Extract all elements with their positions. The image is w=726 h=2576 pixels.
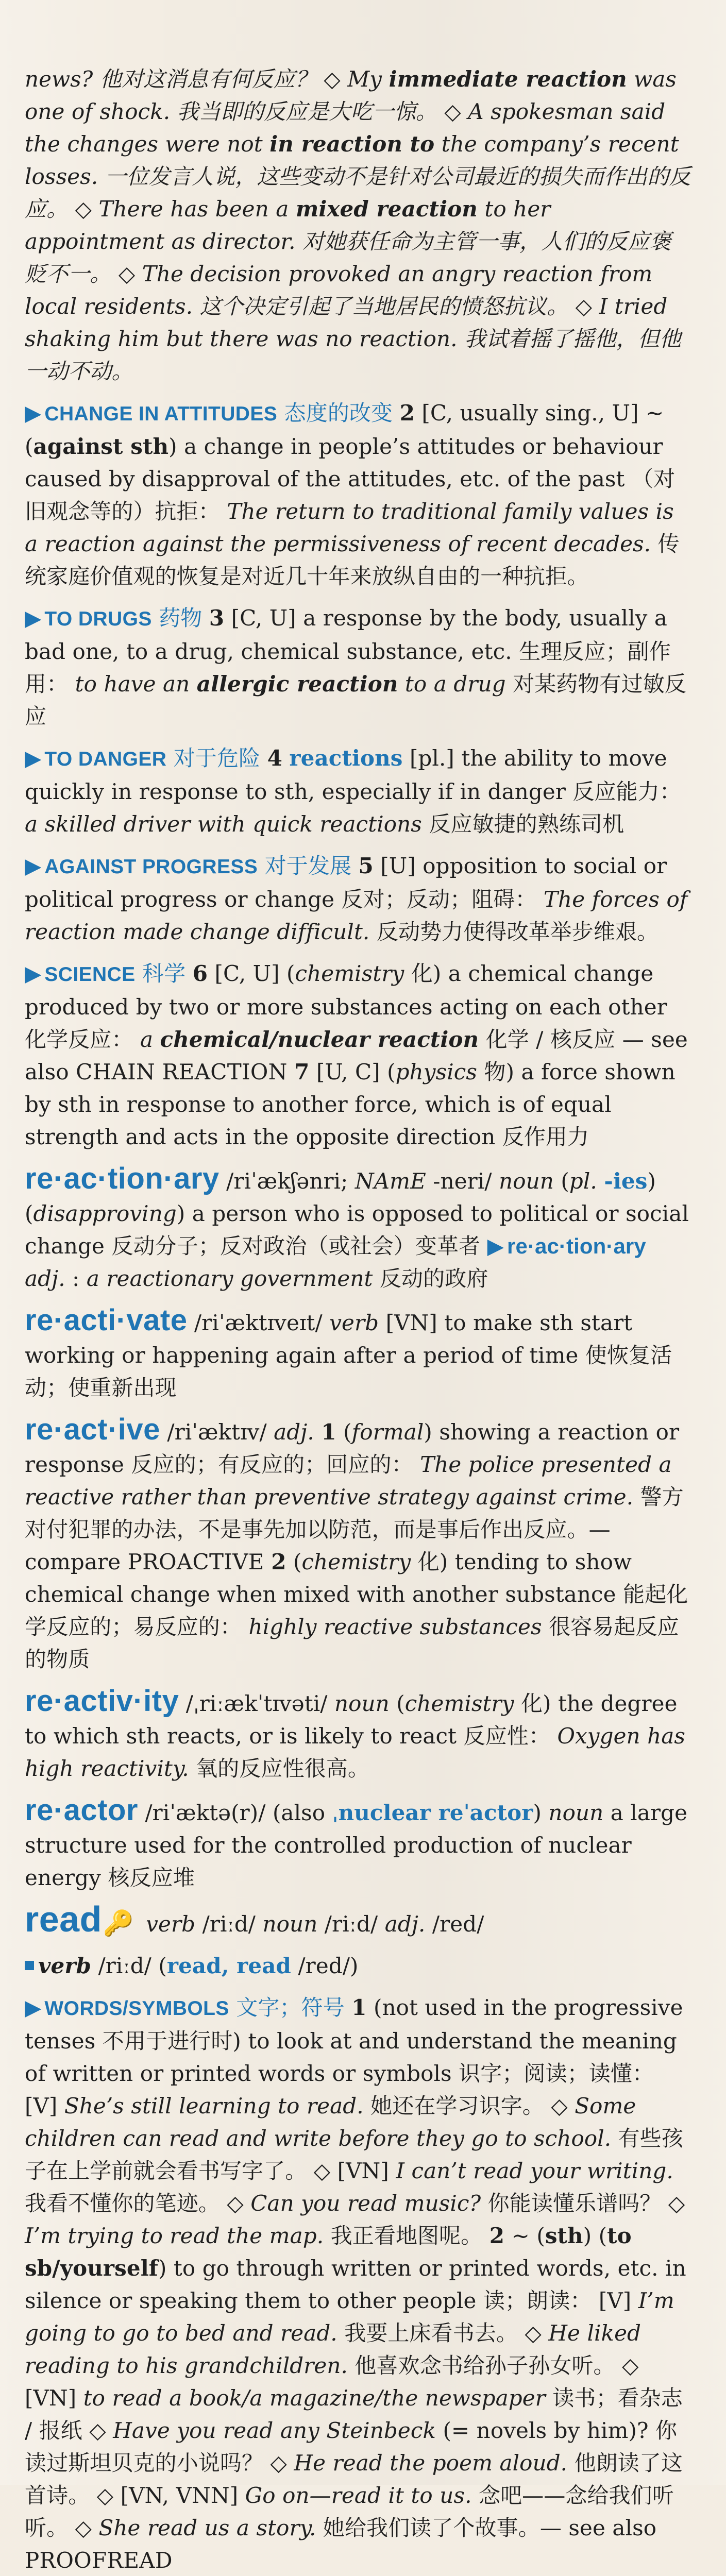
text-segment: immediate reaction (389, 66, 627, 92)
headword: re·actor (25, 1793, 138, 1827)
text-segment: 物) a force shown by sth in response to another force, which is of equal strength and acts in the opposite direction 反作用力 (25, 1059, 676, 1149)
text-segment: 反应敏捷的熟练司机 (421, 811, 624, 837)
entry-reactionary (25, 1162, 691, 1295)
text-segment: adj. (384, 1911, 426, 1937)
text-segment: 反动的政府 (373, 1266, 488, 1291)
entry-science (25, 957, 691, 1153)
entry-against-progress (25, 850, 691, 948)
text-segment: /red/) (291, 1953, 359, 1978)
sense-label: AGAINST PROGRESS (44, 856, 258, 878)
text-segment: 1 (351, 1995, 367, 2020)
sense-label-chinese: 对于危险 (166, 745, 267, 771)
text-segment: a reactionary government (86, 1266, 373, 1291)
text-segment: [C, usually sing., U] ~ ( (25, 400, 664, 459)
headword: re·ac·tion·ary (25, 1162, 220, 1195)
text-segment: Have you read any Steinbeck (113, 2418, 436, 2443)
sense-label-chinese: 文字；符号 (229, 1995, 352, 2020)
text-segment: 1 (321, 1419, 336, 1445)
text-segment: to sb/yourself (25, 2223, 632, 2281)
text-segment: verb (146, 1911, 196, 1937)
entry-reactivity (25, 1685, 691, 1785)
text-segment: noun (262, 1911, 318, 1937)
sense-label: WORDS/SYMBOLS (44, 1997, 229, 2020)
text-segment: /riˈæktə(r)/ (also (138, 1800, 332, 1825)
text-segment: a skilled driver with quick reactions (25, 811, 422, 837)
text-segment: PROOFREAD (25, 2548, 173, 2573)
entry-reactivate (25, 1304, 691, 1404)
text-segment: 我看不懂你的笔迹。 ◇ (25, 2191, 251, 2216)
entry-read-verb-forms (25, 1950, 691, 1982)
key-icon: 🔑 (103, 1909, 134, 1938)
dictionary-content (25, 63, 691, 2576)
sense-arrow-icon: ▶ (25, 400, 42, 426)
text-segment: ( (336, 1419, 352, 1445)
text-segment: ~ ( (504, 2223, 545, 2248)
text-segment: /riˈæktɪv/ (160, 1419, 274, 1445)
headword: re·act·ive (25, 1413, 160, 1446)
text-segment: PROACTIVE (127, 1549, 264, 1574)
text-segment: in reaction to (269, 131, 435, 157)
text-segment: The police presented a reactive rather than preventive strategy against crime. (25, 1452, 672, 1510)
text-segment: adj. (25, 1266, 65, 1291)
sense-label-chinese: 科学 (135, 961, 193, 986)
text-segment: 化) a chemical change produced by two or more substances acting on each other 化学反应： (25, 961, 667, 1052)
text-segment: verb (38, 1953, 92, 1978)
text-segment: adj. (274, 1419, 314, 1445)
text-segment: I can’t read your writing. (396, 2158, 673, 2183)
text-segment: /red/ (425, 1911, 484, 1937)
text-segment: [pl.] the ability to move quickly in response to sth, especially if in danger 反应能力： (25, 745, 681, 804)
sense-label: SCIENCE (44, 963, 136, 986)
text-segment: the company’s recent losses. 一位发言人说，这些变动不是针对公司最近的损失而作出的反应。 ◇ (25, 131, 691, 222)
text-segment: /riːd/ (195, 1911, 263, 1937)
text-segment: was one of shock. 我当即的反应是大吃一惊。 ◇ (25, 66, 677, 124)
text-segment: (= novels by him)? 你读过斯坦贝克的小说吗？ ◇ (25, 2418, 678, 2476)
text-segment: 2 (489, 2223, 505, 2248)
text-segment: ) a change in people’s attitudes or behaviour caused by disapproval of the attitudes, etc. of the past （对旧观念等的）抗拒： (25, 434, 676, 524)
text-segment: I tried shaking him but there was no reaction. 我试着摇了摇他，但他一动不动。 (25, 294, 682, 384)
text-segment: He read the poem aloud. (294, 2450, 568, 2476)
text-segment: She read us a story. (98, 2515, 316, 2540)
text-segment: 她还在学习识字。 ◇ (363, 2093, 575, 2119)
sense-arrow-icon: ▶ (25, 605, 42, 631)
text-segment (282, 745, 289, 771)
sense-arrow-icon: ▶ (25, 745, 42, 771)
text-segment: chemical/nuclear reaction (160, 1027, 479, 1052)
entry-reactive (25, 1413, 691, 1675)
text-segment: allergic reaction (196, 671, 398, 697)
text-segment: noun (548, 1800, 604, 1825)
text-segment: 6 (192, 961, 208, 986)
headword: re·activ·ity (25, 1684, 179, 1718)
text-segment: Oxygen has high reactivity. (25, 1723, 686, 1781)
text-segment: 2 (271, 1549, 286, 1574)
text-segment: ˌnuclear reˈactor (332, 1800, 533, 1825)
entry-to-danger (25, 742, 691, 840)
text-segment: [U, C] ( (309, 1059, 396, 1084)
text-segment: 她给我们读了个故事。— see also (316, 2515, 657, 2540)
text-segment: 他朗读了这首诗。 ◇ [VN, VNN] (25, 2450, 683, 2508)
text-segment: ( (553, 1168, 569, 1194)
derived-form: re·ac·tion·ary (507, 1234, 646, 1258)
text-segment: chemistry (404, 1691, 514, 1716)
sense-label-chinese: 态度的改变 (277, 400, 400, 426)
verb-marker-icon (25, 1961, 34, 1970)
text-segment: to read a book/a magazine/the newspaper (83, 2385, 546, 2411)
text-segment: news? 他对这消息有何反应？ ◇ (25, 66, 348, 92)
headword: re·acti·vate (25, 1303, 188, 1337)
text-segment: 警方对付犯罪的办法，不是事先加以防范，而是事后作出反应。— compare (25, 1484, 684, 1574)
sense-arrow-icon: ▶ (487, 1233, 504, 1259)
entry-to-drugs (25, 602, 691, 733)
text-segment: 我正看地图呢。 (324, 2223, 489, 2248)
text-segment: There has been a (98, 196, 296, 222)
text-segment (139, 1911, 146, 1937)
entry-reactor (25, 1794, 691, 1894)
sense-label-chinese: 对于发展 (258, 853, 359, 878)
text-segment: ) to go through written or printed words, etc. in silence or speaking them to other people 读；朗读： [V] (25, 2256, 686, 2313)
text-segment: read, read (166, 1953, 291, 1978)
text-segment: 5 (358, 853, 374, 878)
text-segment (288, 1059, 294, 1084)
text-segment: /riˈæktɪveɪt/ (187, 1310, 330, 1335)
text-segment: -ies (604, 1168, 648, 1194)
text-segment: /ˌriːækˈtɪvəti/ (179, 1691, 334, 1716)
text-segment: [C, U] ( (208, 961, 295, 986)
text-segment: (not used in the progressive tenses 不用于进行时) to look at and understand the meaning of written or printed words or symbols 识字；阅读；读懂： [V] (25, 1995, 683, 2119)
text-segment: 念吧——念给我们听听。 ◇ (25, 2483, 674, 2540)
entry-continuation (25, 63, 691, 387)
text-segment: chemistry (295, 961, 404, 986)
text-segment: Can you read music? (250, 2191, 481, 2216)
sense-label: TO DANGER (44, 748, 167, 770)
text-segment: to her appointment as director. 对她获任命为主管一事，人们的反应褒贬不一。 ◇ (25, 196, 671, 286)
text-segment: 我要上床看书去。 ◇ (337, 2320, 549, 2346)
text-segment: [VN] to make sth start working or happening again after a period of time 使恢复活动；使重新出现 (25, 1310, 672, 1400)
text-segment (597, 1168, 604, 1194)
text-segment: noun (499, 1168, 554, 1194)
text-segment: /riːd/ ( (91, 1953, 167, 1978)
text-segment: physics (395, 1059, 478, 1084)
text-segment: reactions (289, 745, 403, 771)
text-segment: /riːd/ (317, 1911, 385, 1937)
text-segment (264, 1549, 271, 1574)
entry-words-symbols (25, 1991, 691, 2576)
text-segment: to a drug (398, 671, 506, 697)
text-segment: The forces of reaction made change difficult. (25, 887, 688, 944)
entry-change-in-attitudes (25, 397, 691, 592)
text-segment: ( (286, 1549, 302, 1574)
text-segment: ( (389, 1691, 405, 1716)
text-segment: sth (545, 2223, 583, 2248)
text-segment: pl. (569, 1168, 597, 1194)
text-segment: /riˈækʃənri; (219, 1168, 355, 1194)
text-segment: mixed reaction (295, 196, 478, 222)
entry-read-headword (25, 1899, 691, 1940)
text-segment: a large structure used for the controlled production of nuclear energy 核反应堆 (25, 1800, 688, 1890)
text-segment: 2 (399, 400, 415, 426)
text-segment: 很容易起反应的物质 (25, 1614, 679, 1672)
sense-arrow-icon: ▶ (25, 1995, 42, 2020)
text-segment: The decision provoked an angry reaction from local residents. 这个决定引起了当地居民的愤怒抗议。 ◇ (25, 261, 653, 319)
text-segment: 7 (294, 1059, 310, 1084)
text-segment: She’s still learning to read. (64, 2093, 364, 2119)
text-segment: formal (351, 1419, 424, 1445)
text-segment: 传统家庭价值观的恢复是对近几十年来放纵自由的一种抗拒。 (25, 531, 680, 589)
text-segment: A spokesman said the changes were not (25, 99, 666, 157)
text-segment: [C, U] a response by the body, usually a bad one, to a drug, chemical substance, etc. 生理反应；副作用： (25, 605, 671, 697)
text-segment: ) ( (25, 1168, 656, 1226)
text-segment: 氧的反应性很高。 (189, 1756, 369, 1781)
text-segment (314, 1419, 321, 1445)
text-segment: ) (533, 1800, 549, 1825)
text-segment: 反动势力使得改革举步维艰。 (369, 919, 659, 944)
text-segment: to have an (75, 671, 197, 697)
text-segment: NAmE (354, 1168, 426, 1194)
sense-arrow-icon: ▶ (25, 961, 42, 986)
text-segment: 你能读懂乐谱吗？ ◇ (481, 2191, 685, 2216)
text-segment: 4 (267, 745, 282, 771)
text-segment: Some children can read and write before they go to school. (25, 2093, 636, 2151)
text-segment: I’m trying to read the map. (25, 2223, 324, 2248)
text-segment: -neri/ (426, 1168, 499, 1194)
sense-label: CHANGE IN ATTITUDES (44, 403, 278, 425)
text-segment: [U] opposition to social or political progress or change 反对；反动；阻碍： (25, 853, 667, 912)
text-segment: 他喜欢念书给孙子孙女听。 ◇ [VN] (25, 2353, 639, 2411)
text-segment: I’m going to go to bed and read. (25, 2288, 674, 2346)
text-segment: 化学 / 核反应 — see also (25, 1027, 688, 1084)
text-segment: noun (334, 1691, 390, 1716)
text-segment: 有些孩子在上学前就会看书写字了。 ◇ [VN] (25, 2126, 683, 2183)
text-segment: My (347, 66, 389, 92)
text-segment: The return to traditional family values is a reaction against the permissiveness of recent decades. (25, 499, 674, 556)
text-segment: ) a person who is opposed to political or social change 反动分子；反对政治（或社会）变革者 (25, 1201, 689, 1259)
text-segment: against sth (33, 434, 169, 459)
text-segment: chemistry (301, 1549, 411, 1574)
text-segment: 读书；看杂志 / 报纸 ◇ (25, 2385, 683, 2443)
headword: read (25, 1899, 102, 1939)
text-segment: 3 (209, 605, 225, 631)
sense-label-chinese: 药物 (151, 605, 209, 631)
text-segment: 对某药物有过敏反应 (25, 671, 686, 729)
text-segment: : (65, 1266, 87, 1291)
text-segment: He liked reading to his grandchildren. (25, 2320, 641, 2378)
text-segment: disapproving (33, 1201, 177, 1226)
text-segment: Go on—read it to us. (245, 2483, 472, 2508)
text-segment: CHAIN REACTION (76, 1059, 288, 1084)
text-segment: 化) the degree to which sth reacts, or is likely to react 反应性： (25, 1691, 678, 1749)
text-segment: verb (329, 1310, 379, 1335)
sense-arrow-icon: ▶ (25, 853, 42, 878)
text-segment: ) showing a reaction or response 反应的；有反应的；回应的： (25, 1419, 680, 1477)
text-segment: ) ( (583, 2223, 607, 2248)
sense-label: TO DRUGS (44, 608, 152, 630)
text-segment: highly reactive substances (248, 1614, 542, 1639)
text-segment: a (140, 1027, 160, 1052)
text-segment: 化) tending to show chemical change when mixed with another substance 能起化学反应的；易反应的： (25, 1549, 688, 1639)
